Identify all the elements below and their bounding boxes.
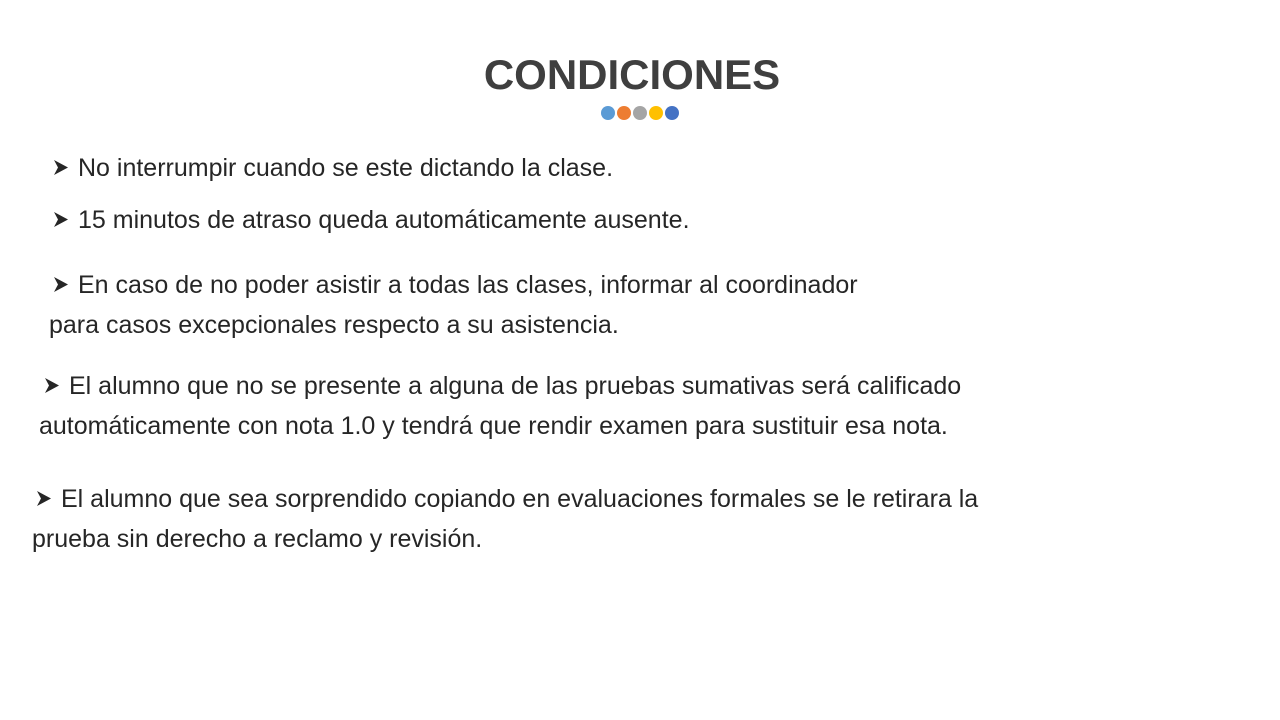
bullet-item [34,479,978,559]
bullet-item [51,265,858,345]
bullet-continuation: para casos excepcionales respecto a su asistencia. [49,311,619,339]
bullet-text: No interrumpir cuando se este dictando la clase. [78,154,614,182]
navy-dot [665,106,679,120]
slide-title: CONDICIONES [483,51,781,98]
gray-dot [633,106,647,120]
arrow-bullet-icon [51,210,70,229]
bullet-line [51,265,858,305]
bullet-item [51,150,613,187]
bullet-line [51,150,613,187]
title-dots-decoration [601,106,679,120]
arrow-bullet-icon [34,489,53,508]
blue-dot [601,106,615,120]
bullet-text: 15 minutos de atraso queda automáticamente ausente. [78,206,690,234]
orange-dot [617,106,631,120]
bullet-line [34,479,978,519]
arrow-bullet-icon [42,376,61,395]
bullet-continuation: automáticamente con nota 1.0 y tendrá que rendir examen para sustituir esa nota. [39,412,948,440]
bullet-text: El alumno que no se presente a alguna de las pruebas sumativas será calificado [69,372,962,400]
yellow-dot [649,106,663,120]
bullet-text: El alumno que sea sorprendido copiando en evaluaciones formales se le retirara la [61,485,979,513]
bullet-text: En caso de no poder asistir a todas las clases, informar al coordinador [78,271,858,299]
arrow-bullet-icon [51,275,70,294]
bullet-line [51,202,690,239]
bullet-line [42,366,961,406]
arrow-bullet-icon [51,158,70,177]
bullet-item [51,202,690,239]
bullet-item [39,366,962,446]
bullet-continuation: prueba sin derecho a reclamo y revisión. [32,525,483,553]
